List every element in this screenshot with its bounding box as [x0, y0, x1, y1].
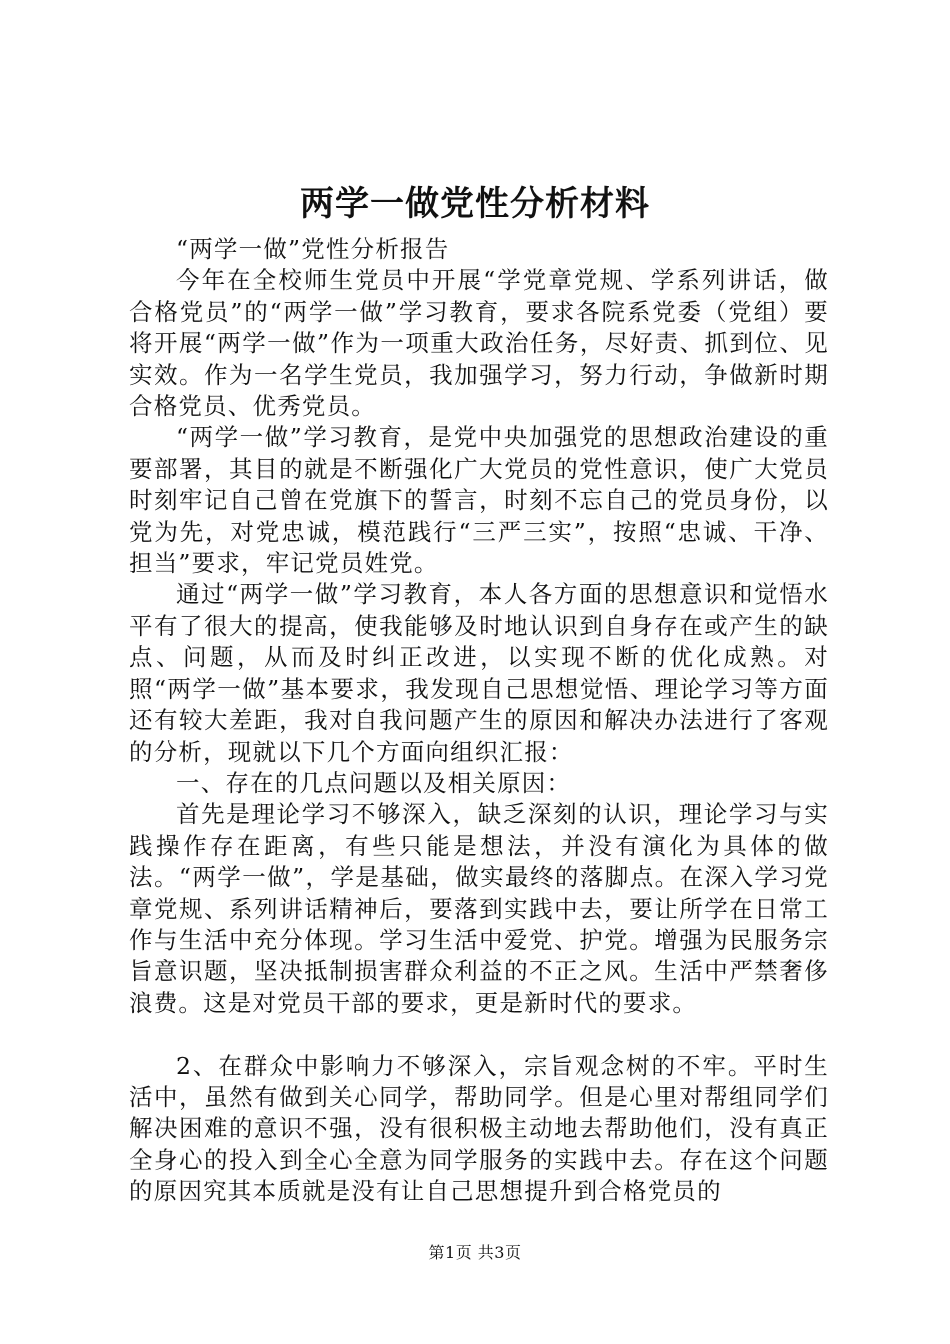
page-footer: 第1页 共3页 — [428, 1243, 522, 1262]
paragraph-problem-2: 2、在群众中影响力不够深入，宗旨观念树的不牢。平时生活中，虽然有做到关心同学，帮助同学。但是心里对帮组同学们解决困难的意识不强，没有很积极主动地去帮助他们，没有真正全身心的投入到全心全意为同学服务的实践中去。存在这个问题的原因究其本质就是没有让自己思想提升到合格党员的 — [129, 1051, 829, 1206]
paragraph-problem-1: 首先是理论学习不够深入，缺乏深刻的认识，理论学习与实践操作存在距离，有些只能是想法，并没有演化为具体的做法。“两学一做”，学是基础，做实最终的落脚点。在深入学习党章党规、系列讲话精神后，要落到实践中去，要让所学在日常工作与生活中充分体现。学习生活中爱党、护党。增强为民服务宗旨意识题，坚决抵制损害群众利益的不正之风。生活中严禁奢侈浪费。这是对党员干部的要求，更是新时代的要求。 — [129, 800, 829, 1017]
paragraph-significance: “两学一做”学习教育，是党中央加强党的思想政治建设的重要部署，其目的就是不断强化广大党员的党性意识，使广大党员时刻牢记自己曾在党旗下的誓言，时刻不忘自己的党员身份，以党为先，对党忠诚，模范践行“三严三实”，按照“忠诚、干净、担当”要求，牢记党员姓党。 — [129, 423, 829, 578]
document-body — [129, 234, 829, 1208]
paragraph-self-assessment: 通过“两学一做”学习教育，本人各方面的思想意识和觉悟水平有了很大的提高，使我能够及时地认识到自身存在或产生的缺点、问题，从而及时纠正改进，以实现不断的优化成熟。对照“两学一做”基本要求，我发现自己思想觉悟、理论学习等方面还有较大差距，我对自我问题产生的原因和解决办法进行了客观的分析，现就以下几个方面向组织汇报： — [129, 580, 829, 766]
report-subtitle: “两学一做”党性分析报告 — [176, 235, 450, 263]
paragraph-intro: 今年在全校师生党员中开展“学党章党规、学系列讲话，做合格党员”的“两学一做”学习教育，要求各院系党委（党组）要将开展“两学一做”作为一项重大政治任务，尽好责、抓到位、见实效。作为一名学生党员，我加强学习，努力行动，争做新时期合格党员、优秀党员。 — [129, 266, 829, 421]
document-title: 两学一做党性分析材料 — [300, 184, 650, 224]
section-heading-problems: 一、存在的几点问题以及相关原因： — [176, 768, 572, 797]
